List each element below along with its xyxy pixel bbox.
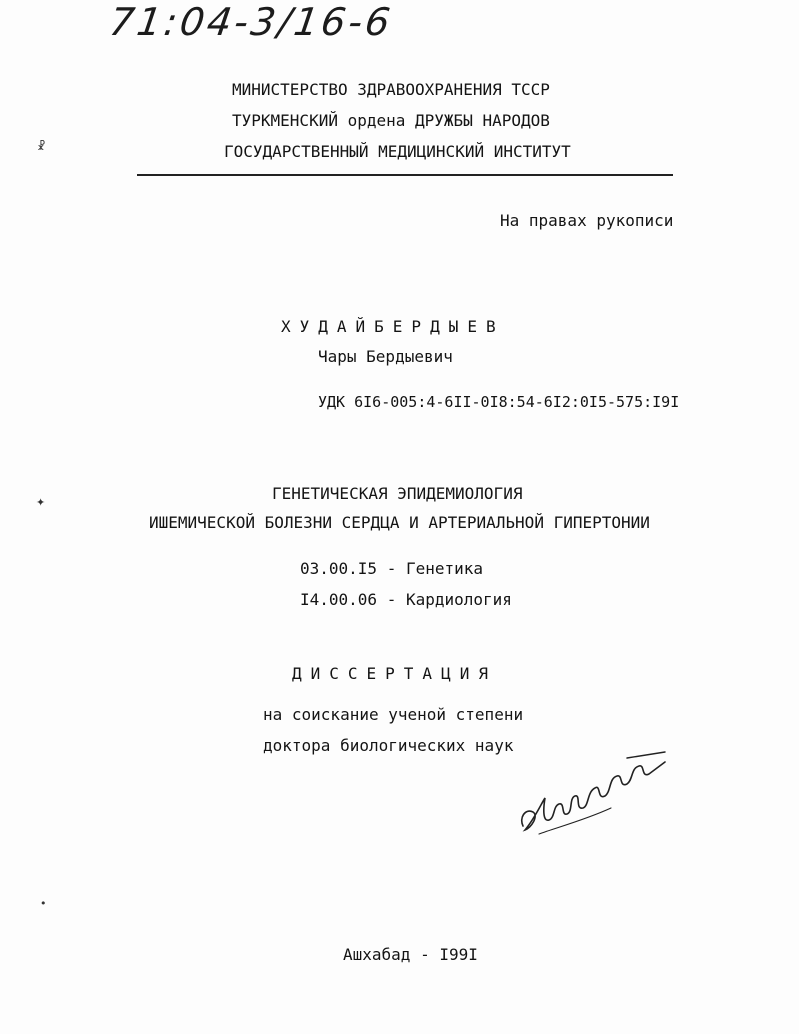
institute-name-line2: ГОСУДАРСТВЕННЫЙ МЕДИЦИНСКИЙ ИНСТИТУТ bbox=[224, 142, 571, 161]
ministry-name: МИНИСТЕРСТВО ЗДРАВООХРАНЕНИЯ ТССР bbox=[232, 80, 550, 99]
manuscript-rights-note: На правах рукописи bbox=[500, 211, 674, 230]
specialty-dash: - bbox=[386, 590, 406, 609]
specialty-code: I4.00.06 bbox=[300, 590, 378, 609]
specialty-name: Генетика bbox=[405, 559, 484, 578]
signature-image bbox=[515, 748, 675, 838]
archive-code: 71:04-3/16-6 bbox=[106, 0, 396, 44]
document-type: ДИССЕРТАЦИЯ bbox=[292, 664, 497, 683]
place-and-year: Ашхабад - I99I bbox=[343, 945, 478, 964]
margin-mark: ☧ bbox=[37, 140, 46, 153]
specialty-code: 03.00.I5 bbox=[300, 559, 378, 578]
margin-mark: • bbox=[40, 897, 47, 910]
margin-mark: ✦ bbox=[36, 496, 46, 509]
header-rule bbox=[137, 174, 673, 176]
author-given-names: Чары Бердыевич bbox=[318, 347, 453, 366]
thesis-title-line2: ИШЕМИЧЕСКОЙ БОЛЕЗНИ СЕРДЦА И АРТЕРИАЛЬНОЙ ГИПЕРТОНИИ bbox=[149, 513, 650, 532]
thesis-title-line1: ГЕНЕТИЧЕСКАЯ ЭПИДЕМИОЛОГИЯ bbox=[272, 484, 523, 503]
specialty-row bbox=[300, 590, 512, 610]
institute-name-line1: ТУРКМЕНСКИЙ ордена ДРУЖБЫ НАРОДОВ bbox=[232, 111, 550, 130]
author-surname: ХУДАЙБЕРДЫЕВ bbox=[281, 317, 505, 336]
specialty-dash: - bbox=[386, 559, 406, 578]
degree-line1: на соискание ученой степени bbox=[263, 705, 524, 724]
udc-code: УДК 6I6-005:4-6II-0I8:54-6I2:0I5-575:I9I bbox=[318, 393, 680, 411]
specialty-name: Кардиология bbox=[405, 590, 512, 609]
degree-line2: доктора биологических наук bbox=[263, 736, 514, 755]
specialty-row bbox=[300, 559, 483, 579]
